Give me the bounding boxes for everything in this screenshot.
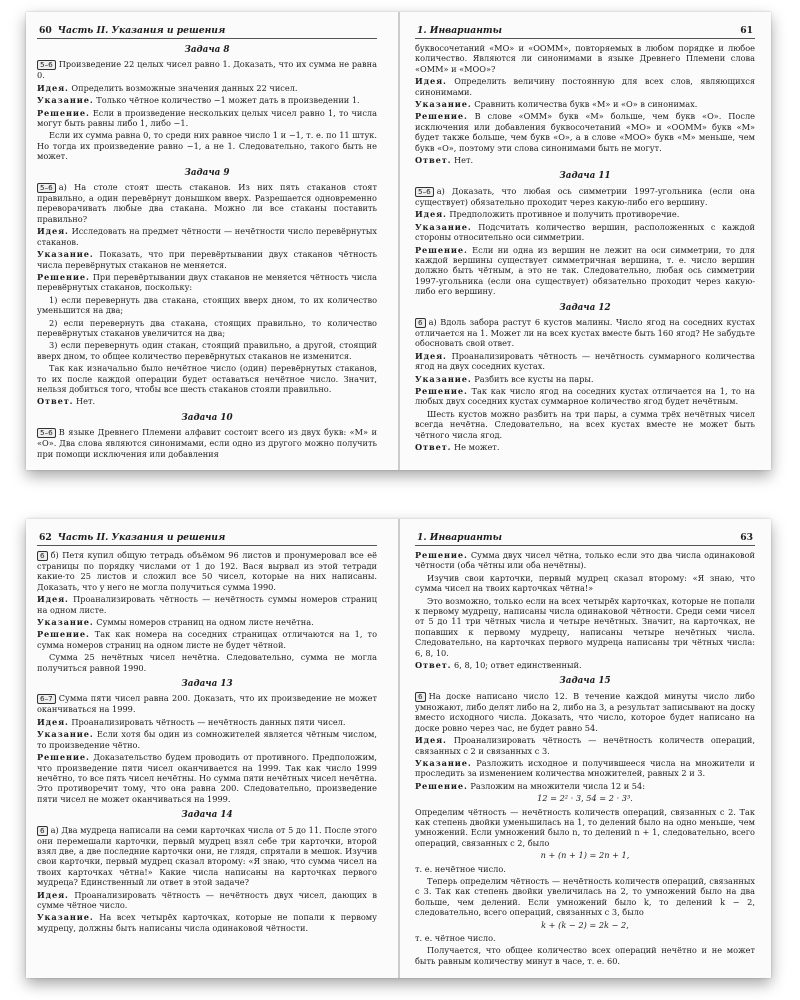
solution-paragraph xyxy=(415,99,755,109)
solution-paragraph xyxy=(37,272,377,293)
paragraph-label: Указание. xyxy=(37,249,94,260)
solution-paragraph xyxy=(415,442,755,452)
paragraph-text: Проанализировать чётность — нечётность данных пяти чисел. xyxy=(71,716,346,727)
paragraph-text: Если их сумма равна 0, то среди них равное число 1 и −1, т. е. по 11 штук. Но тогда их произведение равно −1, а не 1. Следовательно, такого быть не может. xyxy=(37,130,377,162)
problem-title: Задача 15 xyxy=(559,676,611,687)
paragraph-label: Решение. xyxy=(415,780,468,791)
paragraph-text: Только чётное количество −1 может дать в произведении 1. xyxy=(96,95,360,106)
paragraph xyxy=(37,652,377,673)
page-61 xyxy=(415,12,755,470)
paragraph-text: В слове «ОММ» букв «М» больше, чем букв «О». После исключения или добавления буквосочетаний «МО» и «ООММ» букв «М» будет также больше, чем букв «О», а в слове «МОО» букв «М» меньше, чем букв «О», поэтому эти слова синонимами быть не могут. xyxy=(415,111,755,153)
problem-statement xyxy=(415,317,755,349)
solution-paragraph xyxy=(415,222,755,243)
solution-paragraph xyxy=(37,396,377,406)
problem-statement xyxy=(415,691,755,733)
paragraph-label: Идея. xyxy=(415,76,447,87)
paragraph xyxy=(415,596,755,658)
paragraph-label: Указание. xyxy=(37,912,94,923)
problem-title: Задача 11 xyxy=(559,171,611,182)
solution-paragraph xyxy=(37,912,377,933)
page-60 xyxy=(37,12,377,470)
solution-paragraph xyxy=(37,717,377,727)
solution-paragraph xyxy=(415,155,755,165)
page-number: 60 xyxy=(39,25,52,36)
paragraph-label: Решение. xyxy=(415,550,468,560)
paragraph-label: Указание. xyxy=(37,729,94,740)
paragraph-text: 2) если перевернуть два стакана, стоящих правильно, то количество перевёрнутых стаканов увеличится на два; xyxy=(37,317,377,338)
paragraph-text: Проанализировать чётность — нечётность суммарного количества ягод на двух соседних кустах. xyxy=(415,350,755,372)
paragraph xyxy=(415,409,755,440)
paragraph-text: Доказательство будем проводить от противного. Предположим, что произведение пяти чисел оканчивается на 1999. Так как число 1999 нечётно, то все пять чисел нечётны. Но сумма пяти нечётных чисел нечётна. Это противоречит тому, что она равна 200. Следовательно, произведение пяти чисел не может оканчиваться на 1999. xyxy=(37,752,378,804)
paragraph-text: Шесть кустов можно разбить на три пары, а сумма трёх нечётных чисел всегда нечётна. Следовательно, на всех кустах вместе не может быть чётного числа ягод. xyxy=(415,408,755,440)
grade-badge: 5–6 xyxy=(415,187,434,197)
problem-title: Задача 10 xyxy=(181,412,233,423)
paragraph-text: Предположить противное и получить противоречие. xyxy=(449,209,680,220)
paragraph-text: 6, 8, 10; ответ единственный. xyxy=(454,660,582,671)
paragraph xyxy=(415,864,755,874)
grade-badge: 6 xyxy=(415,318,426,328)
paragraph-text: Изучив свои карточки, первый мудрец сказал второму: «Я знаю, что сумма чисел на твоих карточках чётна!» xyxy=(415,572,755,594)
solution-paragraph xyxy=(415,111,755,153)
paragraph xyxy=(37,295,377,316)
solution-paragraph xyxy=(37,629,377,650)
section-title: 1. Инварианты xyxy=(417,25,502,36)
problem-title: Задача 14 xyxy=(181,810,233,821)
paragraph-text: а) На столе стоят шесть стаканов. Из них пять стаканов стоят правильно, а один перевёрнут донышком вверх. Разрешается одновременно переворачивать любые два стакана. Можно ли все стаканы поставить правильно? xyxy=(37,182,377,224)
page-body xyxy=(37,550,377,933)
section-title: Часть II. Указания и решения xyxy=(57,25,226,36)
grade-badge: 5–6 xyxy=(37,60,56,70)
paragraph-label: Идея. xyxy=(37,594,69,605)
paragraph xyxy=(415,876,755,918)
paragraph-text: Исследовать на предмет чётности — нечётности число перевёрнутых стаканов. xyxy=(37,226,377,247)
paragraph-text: Если в произведение нескольких целых чисел равно 1, то числа могут быть равны либо 1, либо −1. xyxy=(37,107,378,129)
problem-statement xyxy=(37,427,377,459)
paragraph-label: Решение. xyxy=(37,271,90,282)
paragraph xyxy=(37,363,377,394)
section-title: 1. Инварианты xyxy=(417,532,502,543)
problem-title: Задача 8 xyxy=(184,45,230,55)
paragraph-text: Это возможно, только если на всех четырёх карточках, которые не попали к первому мудрецу, написаны числа одинаковой чётности. Среди семи чисел от 5 до 11 три чётных числа и четыре нечётных. Значит, на карточках, не попавших к первому мудрецу, написаны четыре нечётных числа. Следовательно, на карточках первого мудреца написаны три чётных числа: 6, 8, 10. xyxy=(415,595,755,658)
grade-badge: 6–7 xyxy=(37,694,56,704)
paragraph-text: Сумма пяти чисел равна 200. Доказать, что их произведение не может оканчиваться на 1999. xyxy=(37,693,377,715)
paragraph-label: Решение. xyxy=(415,385,468,396)
paragraph-label: Решение. xyxy=(415,244,468,255)
solution-paragraph xyxy=(37,83,377,93)
solution-paragraph xyxy=(415,76,755,97)
paragraph-text: Проанализировать чётность — нечётность количеств операций, связанных с 2 и связанных с 3. xyxy=(415,735,755,756)
solution-paragraph xyxy=(37,617,377,627)
paragraph xyxy=(415,933,755,943)
running-header xyxy=(37,519,377,546)
paragraph xyxy=(415,573,755,594)
paragraph-text: Теперь определим чётность — нечётность количеств операций, связанных с 3. Так как степень двойки увеличилась на 2, то умножений было на два больше, чем делений. Если умножений было k, то делений k − 2, следовательно, всего операций, связанных с 3, было xyxy=(415,875,755,918)
paragraph-text: т. е. нечётное число. xyxy=(415,863,506,874)
solution-paragraph xyxy=(415,209,755,219)
page-number: 63 xyxy=(740,532,753,543)
paragraph-text: Разложить исходное и получившееся числа на множители и проследить за изменением количества множителей, равных 2 и 3. xyxy=(415,757,756,779)
paragraph-label: Решение. xyxy=(415,111,468,122)
page-number: 62 xyxy=(39,532,52,543)
paragraph-label: Идея. xyxy=(37,226,69,237)
paragraph-text: Подсчитать количество вершин, расположенных с каждой стороны относительно оси симметрии. xyxy=(415,221,755,243)
solution-paragraph xyxy=(415,735,755,756)
solution-paragraph xyxy=(37,226,377,247)
paragraph-label: Идея. xyxy=(37,82,69,93)
paragraph-text: Получается, что общее количество всех операций нечётно и не может быть равным количеству минут в часе, т. е. 60. xyxy=(415,945,755,966)
paragraph-label: Указание. xyxy=(415,757,472,768)
solution-paragraph xyxy=(37,729,377,750)
paragraph-text: Так как число ягод на соседних кустах отличается на 1, то на любых двух соседних кустах суммарное количество ягод будет нечётным. xyxy=(415,385,755,407)
paragraph-text: Так как номера на соседних страницах отличаются на 1, то сумма номеров страниц на одном листе не будет чётной. xyxy=(37,629,378,650)
solution-paragraph xyxy=(415,374,755,384)
paragraph-text: Сравнить количества букв «М» и «О» в синонимах. xyxy=(474,99,698,110)
spine xyxy=(398,12,400,470)
paragraph-text: 3) если перевернуть один стакан, стоящий правильно, а другой, стоящий вверх дном, то общее количество перевёрнутых стаканов не изменится. xyxy=(37,340,377,361)
paragraph-label: Указание. xyxy=(37,95,94,106)
problem-statement xyxy=(37,693,377,714)
paragraph-label: Ответ. xyxy=(415,660,452,671)
book-spread-bottom xyxy=(26,519,771,978)
formula: k + (k − 2) = 2k − 2, xyxy=(541,919,629,930)
grade-badge: 5–6 xyxy=(37,183,56,193)
problem-statement xyxy=(37,59,377,80)
problem-statement xyxy=(37,182,377,224)
paragraph-label: Идея. xyxy=(37,889,69,900)
paragraph-text: Нет. xyxy=(454,155,474,166)
paragraph-text: Проанализировать чётность — нечётность двух чисел, дающих в сумме чётное число. xyxy=(37,889,378,910)
solution-paragraph xyxy=(415,660,755,670)
paragraph-label: Указание. xyxy=(415,373,472,384)
page-number: 61 xyxy=(740,25,753,36)
solution-paragraph xyxy=(37,752,377,804)
problem-title: Задача 13 xyxy=(181,679,233,690)
paragraph-text: Проанализировать чётность — нечётность суммы номеров страниц на одном листе. xyxy=(37,594,378,615)
book-spread-top xyxy=(26,12,771,470)
solution-paragraph xyxy=(37,890,377,911)
paragraph-label: Идея. xyxy=(415,350,447,361)
grade-badge: 6 xyxy=(415,692,426,702)
problem-statement xyxy=(415,186,755,207)
paragraph-label: Решение. xyxy=(37,107,90,118)
solution-paragraph xyxy=(415,550,755,571)
paragraph-text: а) Вдоль забора растут 6 кустов малины. Число ягод на соседних кустах отличается на 1. Может ли на всех кустах вместе быть 160 ягод? Не забудьте обосновать свой ответ. xyxy=(415,316,755,349)
paragraph-text: а) Доказать, что любая ось симметрии 1997-угольника (если она существует) обязательно проходит через какую-либо его вершину. xyxy=(415,185,755,207)
problem-statement xyxy=(37,825,377,888)
page-body xyxy=(415,550,755,966)
paragraph-text: Определить возможные значения данных 22 чисел. xyxy=(71,82,298,93)
section-title: Часть II. Указания и решения xyxy=(57,532,226,543)
paragraph-text: а) Два мудреца написали на семи карточках числа от 5 до 11. После этого они перемешали карточки, первый мудрец взял себе три карточки, второй взял две, а две последние карточки они, не глядя, спрятали в мешок. Изучив свои карточки, первый мудрец сказал второму: «Я знаю, что сумма чисел на твоих карточках чётна!» Какие числа написаны на карточках первого мудреца? Единственный ли ответ в этой задаче? xyxy=(37,824,377,888)
paragraph xyxy=(415,43,755,74)
problem-title: Задача 9 xyxy=(184,167,230,178)
solution-paragraph xyxy=(415,386,755,407)
paragraph-label: Указание. xyxy=(37,617,94,628)
solution-paragraph xyxy=(37,95,377,105)
problem-statement xyxy=(37,550,377,592)
page-62 xyxy=(37,519,377,978)
paragraph-text: т. е. чётное число. xyxy=(415,933,496,943)
paragraph-text: Не может. xyxy=(454,442,500,452)
problem-title: Задача 12 xyxy=(559,302,611,313)
paragraph-label: Ответ. xyxy=(37,396,74,407)
solution-paragraph xyxy=(415,245,755,297)
solution-paragraph xyxy=(415,758,755,779)
paragraph-label: Решение. xyxy=(37,752,90,763)
paragraph-text: Так как изначально было нечётное число (один) перевёрнутых стаканов, то их после каждой операции будет оставаться нечётное число. Значит, нельзя добиться того, чтобы все шесть стаканов стояли правильно. xyxy=(37,363,377,394)
paragraph-text: При перевёртывании двух стаканов не меняется чётность числа перевёрнутых стаканов, поскольку: xyxy=(37,271,377,293)
paragraph-text: Если ни одна из вершин не лежит на оси симметрии, то для каждой вершины существует симметричная вершина, т. е. число вершин должно быть чётным, а это не так. Следовательно, любая ось симметрии 1997-угольника (если она существует) обязательно проходит через какую-либо его вершину. xyxy=(415,244,756,297)
page-body xyxy=(415,43,755,452)
paragraph xyxy=(415,945,755,966)
solution-paragraph xyxy=(37,249,377,270)
paragraph-text: 1) если перевернуть два стакана, стоящих вверх дном, то их количество уменьшится на два; xyxy=(37,294,377,316)
paragraph xyxy=(37,318,377,339)
grade-badge: 5–6 xyxy=(37,428,56,438)
paragraph-text: Нет. xyxy=(76,396,96,407)
paragraph-label: Решение. xyxy=(37,629,90,640)
paragraph-label: Идея. xyxy=(37,716,69,727)
paragraph-text: Показать, что при перевёртывании двух стаканов чётность числа перевёрнутых стаканов не меняется. xyxy=(37,249,377,270)
spine xyxy=(398,519,400,978)
paragraph-text: буквосочетаний «МО» и «ООММ», повторяемых в любом порядке и любое количество. Являются ли синонимами в языке Древнего Племени слова «ОММ» и «МОО»? xyxy=(415,43,755,74)
paragraph-text: На всех четырёх карточках, которые не попали к первому мудрецу, должны быть написаны числа одинаковой чётности. xyxy=(37,912,377,933)
running-header xyxy=(37,12,377,39)
paragraph-text: б) Петя купил общую тетрадь объёмом 96 листов и пронумеровал все её страницы по порядку числами от 1 до 192. Вася вырвал из этой тетради какие-то 25 листов и сложил все 50 чисел, которые на них написаны. Доказать, что у него не могла получиться сумма 1990. xyxy=(37,550,377,592)
solution-paragraph xyxy=(415,781,755,791)
paragraph xyxy=(37,130,377,161)
grade-badge: 6 xyxy=(37,551,48,561)
paragraph xyxy=(415,807,755,849)
paragraph-text: Разложим на множители числа 12 и 54: xyxy=(470,780,645,791)
paragraph-text: Разбить все кусты на пары. xyxy=(474,373,594,384)
paragraph-text: На доске написано число 12. В течение каждой минуты число либо умножают, либо делят либо на 2, либо на 3, а результат записывают на доску вместо исходного числа. Доказать, что число, которое будет написано на доске ровно через час, не будет равно 54. xyxy=(415,690,755,733)
paragraph-text: Определить величину постоянную для всех слов, являющихся синонимами. xyxy=(415,76,755,97)
paragraph-label: Ответ. xyxy=(415,155,452,166)
solution-paragraph xyxy=(415,351,755,372)
running-header xyxy=(415,519,755,546)
paragraph-label: Ответ. xyxy=(415,442,452,452)
formula: 12 = 2² · 3, 54 = 2 · 3³. xyxy=(537,793,633,804)
paragraph-text: Сумма 25 нечётных чисел нечётна. Следовательно, сумма не могла получиться равной 1990. xyxy=(37,652,377,673)
paragraph-label: Идея. xyxy=(415,735,447,746)
paragraph-label: Идея. xyxy=(415,209,447,220)
paragraph-text: Суммы номеров страниц на одном листе нечётна. xyxy=(96,617,314,628)
page-63 xyxy=(415,519,755,978)
paragraph-text: Произведение 22 целых чисел равно 1. Доказать, что их сумма не равна 0. xyxy=(37,59,377,81)
solution-paragraph xyxy=(37,594,377,615)
paragraph-text: Если хотя бы один из сомножителей является чётным числом, то произведение чётно. xyxy=(37,729,377,750)
grade-badge: 6 xyxy=(37,826,48,836)
solution-paragraph xyxy=(37,108,377,129)
page-body xyxy=(37,45,377,459)
paragraph xyxy=(37,340,377,361)
paragraph-text: Определим чётность — нечётность количеств операций, связанных с 2. Так как степень двойки уменьшилась на 1, то делений было на одно меньше, чем умножений. Если умножений было n, то делений n + 1, следовательно, всего операций, связанных с 2, было xyxy=(415,806,755,848)
paragraph-label: Указание. xyxy=(415,221,472,232)
paragraph-text: В языке Древнего Племени алфавит состоит всего из двух букв: «М» и «О». Два слова являются синонимами, если одно из другого можно получить при помощи исключения или добавления xyxy=(37,427,377,459)
formula: n + (n + 1) = 2n + 1, xyxy=(540,850,630,861)
paragraph-label: Указание. xyxy=(415,99,472,110)
paragraph-text: Сумма двух чисел чётна, только если это два числа одинаковой чётности (оба чётны или оба нечётны). xyxy=(415,550,755,571)
running-header xyxy=(415,12,755,39)
